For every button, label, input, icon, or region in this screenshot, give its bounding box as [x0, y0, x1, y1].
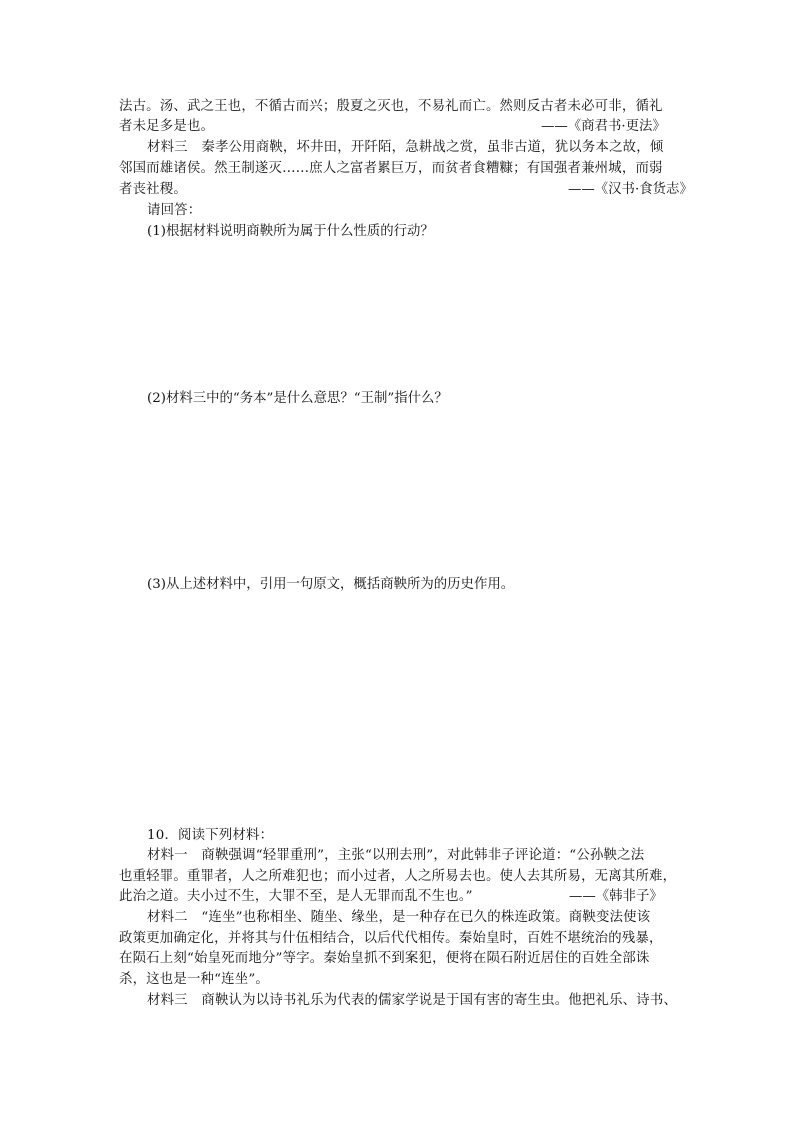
text-line: 材料三 商鞅认为以诗书礼乐为代表的儒家学说是于国有害的寄生虫。他把礼乐、诗书、 [147, 993, 678, 1008]
text-line: 在陨石上刻“始皇死而地分”等字。秦始皇抓不到案犯，便将在陨石附近居住的百姓全部诛 [119, 951, 650, 966]
text-line: 者丧社稷。 [119, 182, 187, 197]
source-citation: ——《商君书·更法》 [541, 119, 666, 134]
text-line: 法古。汤、武之王也，不循古而兴；殷夏之灭也，不易礼而亡。然则反古者未必可非，循礼 [119, 99, 663, 114]
text-line: 材料二 “连坐”也称相坐、随坐、缘坐，是一种存在已久的株连政策。商鞅变法使该 [147, 910, 651, 925]
question-3: (3)从上述材料中，引用一句原文，概括商鞅所为的历史作用。 [147, 577, 515, 592]
text-line: 邻国而雄诸侯。然王制遂灭……庶人之富者累巨万，而贫者食糟糠；有国强者兼州城，而弱 [119, 161, 663, 176]
text-line: 材料三 秦孝公用商鞅，坏井田，开阡陌，急耕战之赏，虽非古道，犹以务本之故，倾 [147, 140, 664, 155]
text-line: 也重轻罪。重罪者，人之所难犯也；而小过者，人之所易去也。使人去其所易，无离其所难， [119, 869, 677, 884]
text-line: 材料一 商鞅强调“轻罪重刑”，主张“以刑去刑”，对此韩非子评论道：“公孙鞅之法 [147, 848, 645, 863]
text-line: 杀，这也是一种“连坐”。 [119, 972, 269, 987]
prompt-label: 请回答： [147, 203, 202, 218]
question-2: (2)材料三中的“务本”是什么意思？“王制”指什么？ [147, 391, 448, 406]
text-line: 此治之道。夫小过不生，大罪不至，是人无罪而乱不生也。” [119, 889, 473, 904]
question-10-heading: 10．阅读下列材料： [147, 828, 274, 843]
text-line: 者未足多是也。 [119, 119, 215, 134]
question-1: (1)根据材料说明商鞅所为属于什么性质的行动？ [147, 224, 434, 239]
text-line: 政策更加确定化，并将其与什伍相结合，以后代代相传。秦始皇时，百姓不堪统治的残暴， [119, 931, 663, 946]
source-citation: ——《汉书·食货志》 [568, 182, 693, 197]
source-citation: ——《韩非子》 [569, 889, 663, 904]
